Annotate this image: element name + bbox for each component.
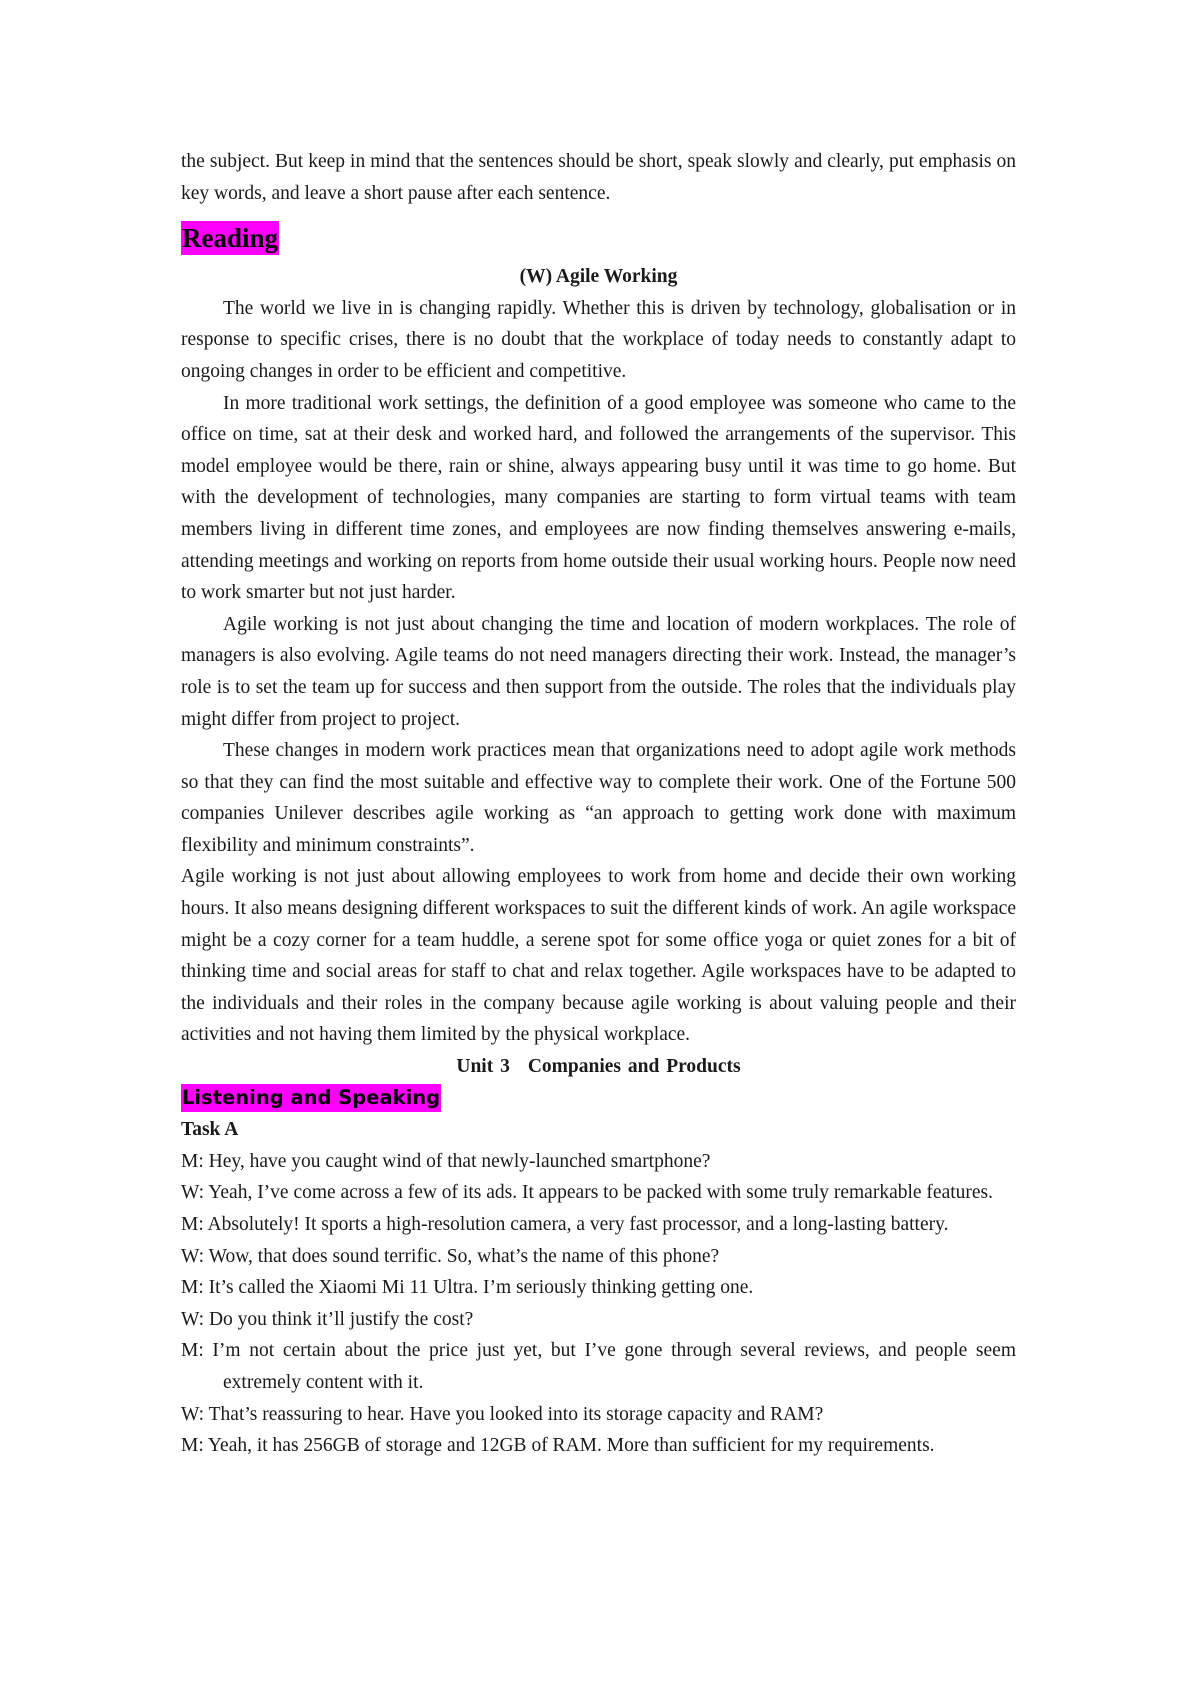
- unit-title: [181, 1051, 1016, 1083]
- dialogue-line: M: It’s called the Xiaomi Mi 11 Ultra. I’m seriously thinking getting one.: [181, 1277, 754, 1299]
- reading-heading: Reading: [182, 223, 279, 254]
- dialogue-line: W: Yeah, I’ve come across a few of its ads. It appears to be packed with some truly remarkable features.: [181, 1182, 994, 1204]
- unit-name: Companies and Products: [527, 1056, 741, 1078]
- task-label: Task A: [181, 1119, 239, 1141]
- dialogue-line: W: That’s reassuring to hear. Have you looked into its storage capacity and RAM?: [181, 1403, 824, 1425]
- dialogue-line: M: Yeah, it has 256GB of storage and 12GB of RAM. More than sufficient for my requirements.: [181, 1435, 935, 1457]
- reading-title: (W) Agile Working: [519, 266, 678, 288]
- reading-paragraph-3: Agile working is not just about changing the time and location of modern workplaces. The role of managers is also evolving. Agile teams do not need managers directing their work. Instead, the manager’s role is to set the team up for success and then support from the outside. The roles that the individuals play might differ from project to project.: [181, 613, 1016, 730]
- unit-number: Unit 3: [456, 1056, 510, 1078]
- intro-paragraph: the subject. But keep in mind that the sentences should be short, speak slowly and clearly, put emphasis on key words, and leave a short pause after each sentence.: [181, 151, 1016, 204]
- reading-paragraph-5: Agile working is not just about allowing employees to work from home and decide their own working hours. It also means designing different workspaces to suit the different kinds of work. An agile workspace might be a cozy corner for a team huddle, a serene spot for some office yoga or quiet zones for a bit of thinking time and social areas for staff to chat and relax together. Agile workspaces have to be adapted to the individuals and their roles in the company because agile working is about valuing people and their activities and not having them limited by the physical workplace.: [181, 866, 1016, 1046]
- dialogue-line: W: Do you think it’ll justify the cost?: [181, 1308, 474, 1330]
- listening-heading: Listening and Speaking: [181, 1084, 441, 1112]
- document-page: [181, 146, 1016, 1462]
- dialogue-line: W: Wow, that does sound terrific. So, what’s the name of this phone?: [181, 1245, 720, 1267]
- dialogue: [181, 1146, 1016, 1462]
- reading-paragraph-2: In more traditional work settings, the definition of a good employee was someone who came to the office on time, sat at their desk and worked hard, and followed the arrangements of the supervisor. This model employee would be there, rain or shine, always appearing busy until it was time to go home. But with the development of technologies, many companies are starting to form virtual teams with team members living in different time zones, and employees are now finding themselves answering e-mails, attending meetings and working on reports from home outside their usual working hours. People now need to work smarter but not just harder.: [181, 392, 1016, 604]
- dialogue-line: M: I’m not certain about the price just yet, but I’ve gone through several reviews, and people seem extremely content with it.: [181, 1340, 1016, 1393]
- reading-paragraph-1: The world we live in is changing rapidly. Whether this is driven by technology, globalisation or in response to specific crises, there is no doubt that the workplace of today needs to constantly adapt to ongoing changes in order to be efficient and competitive.: [181, 297, 1016, 382]
- dialogue-line: M: Absolutely! It sports a high-resolution camera, a very fast processor, and a long-lasting battery.: [181, 1214, 949, 1235]
- dialogue-line: M: Hey, have you caught wind of that newly-launched smartphone?: [181, 1150, 711, 1172]
- reading-paragraph-4: These changes in modern work practices mean that organizations need to adopt agile work methods so that they can find the most suitable and effective way to complete their work. One of the Fortune 500 companies Unilever describes agile working as “an approach to getting work done with maximum flexibility and minimum constraints”.: [181, 740, 1016, 856]
